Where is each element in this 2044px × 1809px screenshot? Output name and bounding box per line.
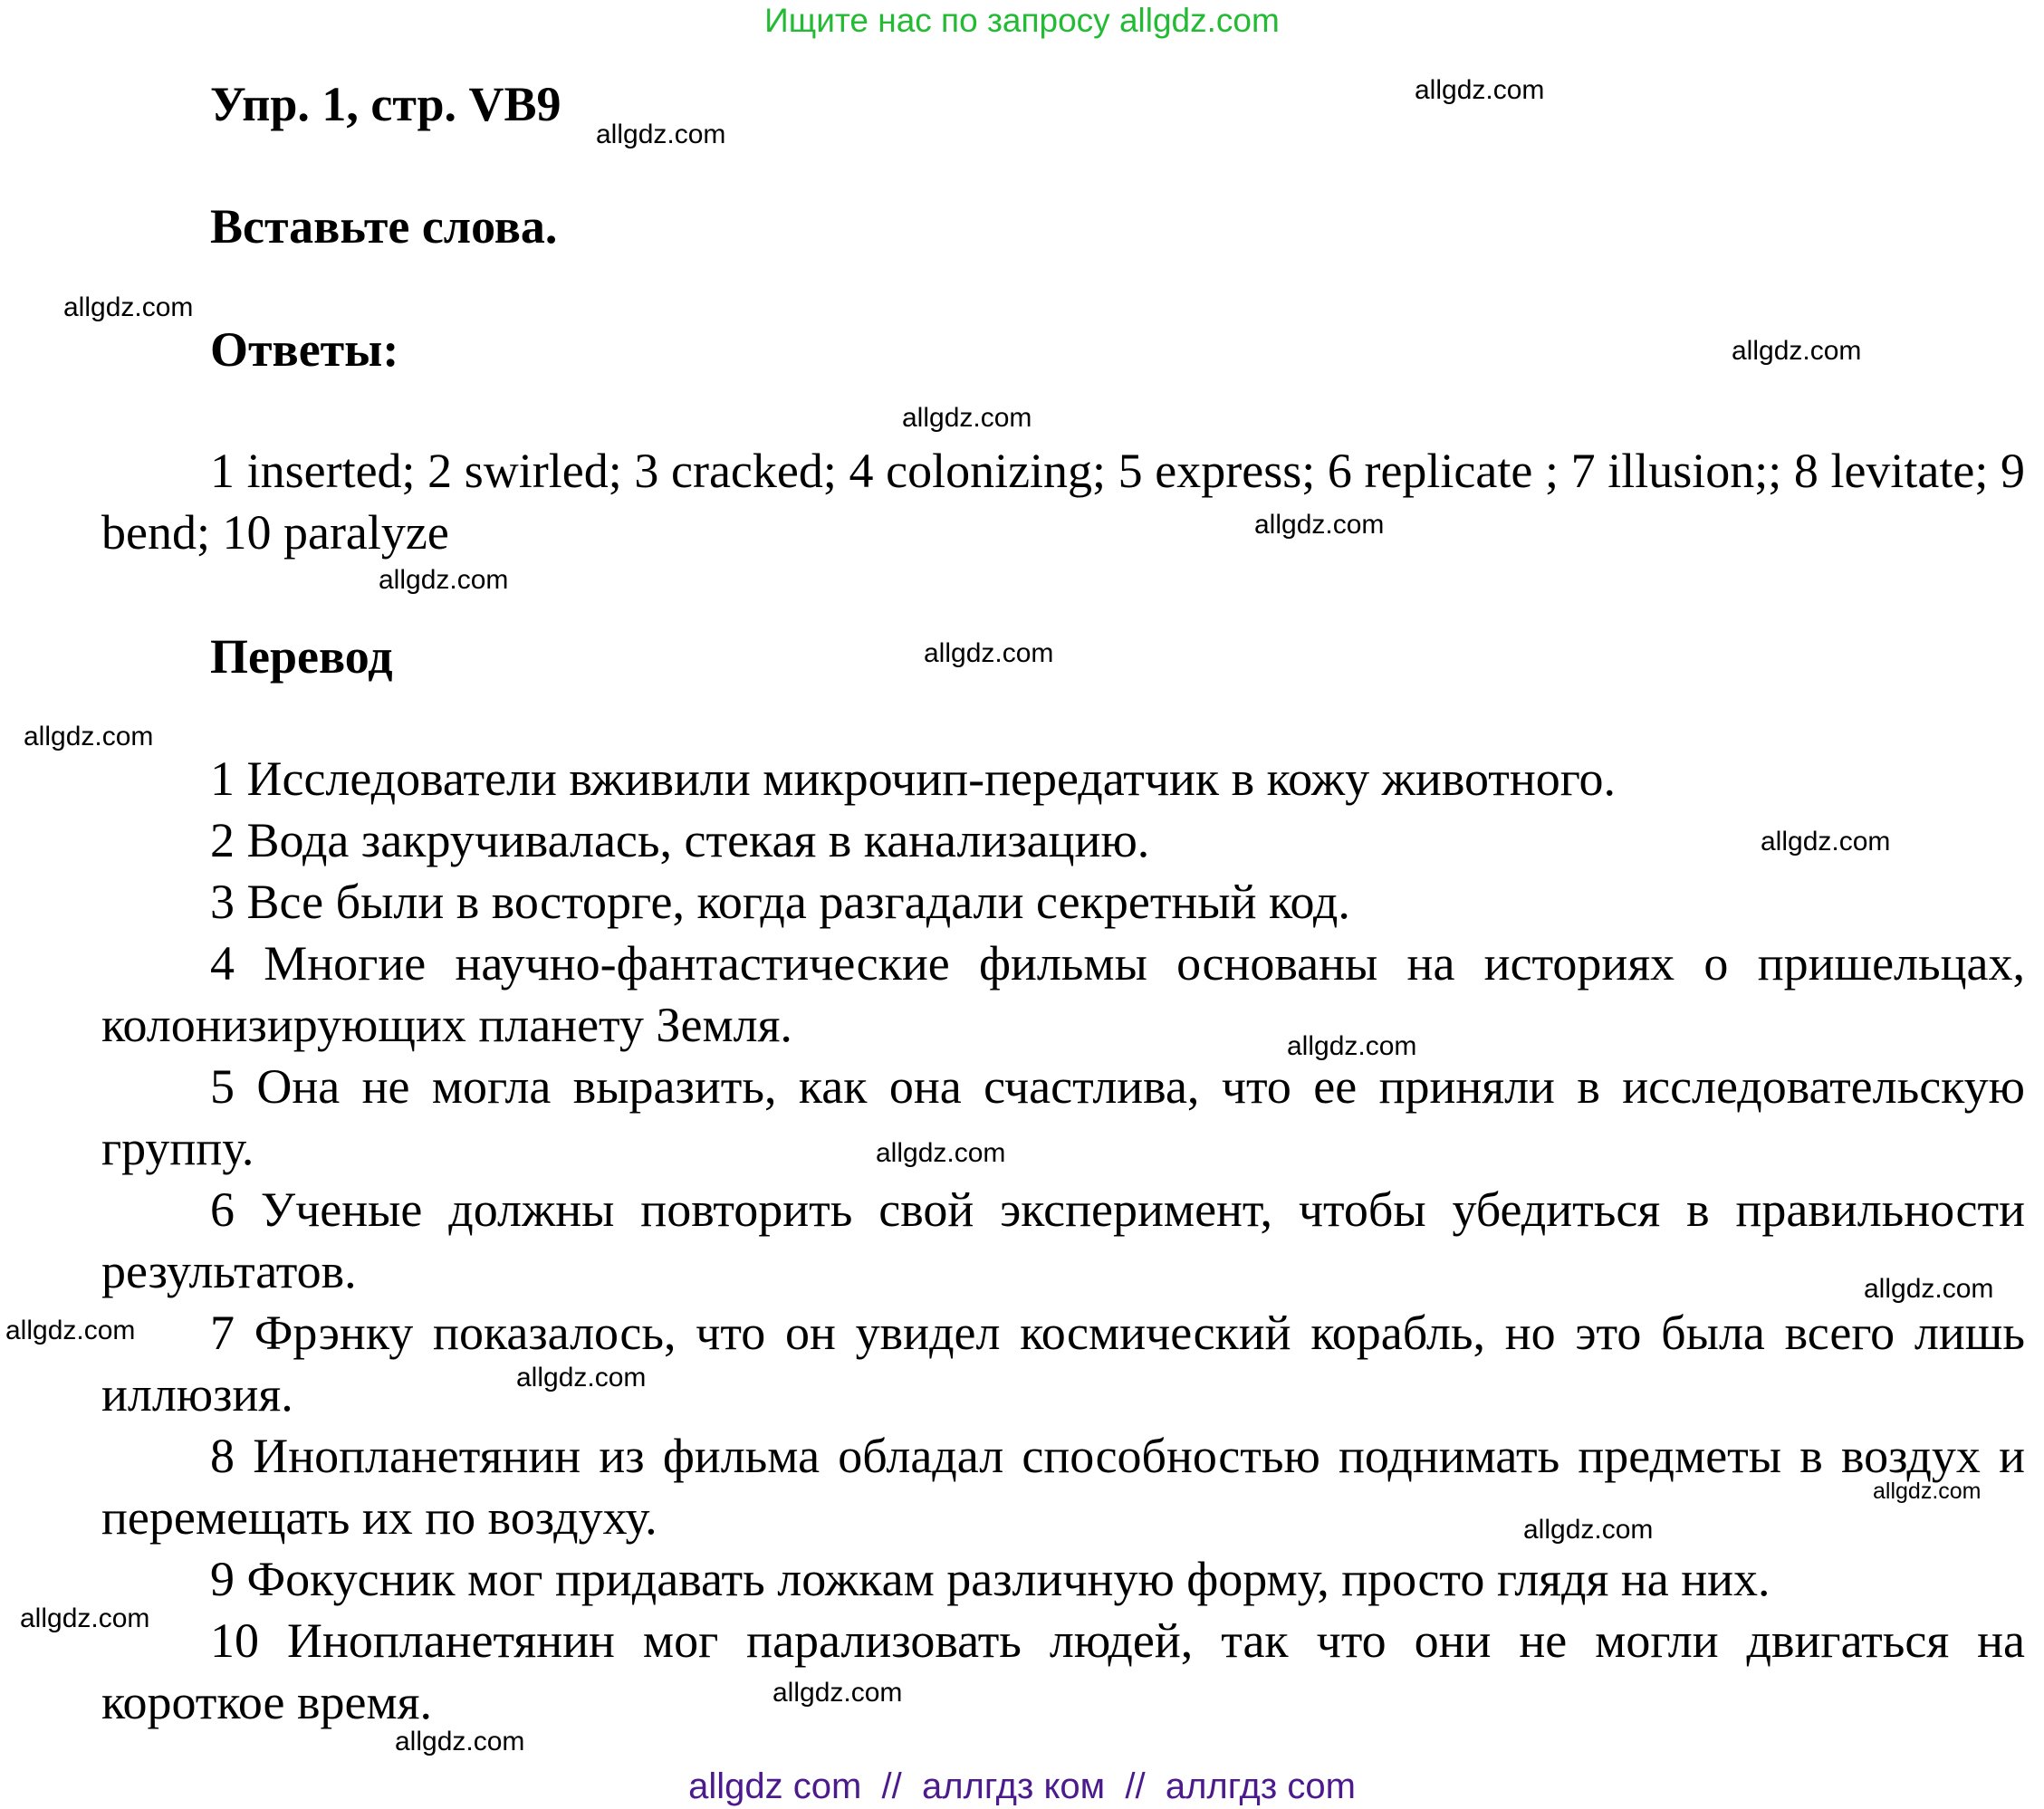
watermark: allgdz.com [1287, 1031, 1417, 1061]
answers-heading: Ответы: [210, 322, 399, 377]
translation-item-6: 6 Ученые должны повторить свой эксперимент, чтобы убедиться в правильности результатов. [101, 1182, 2025, 1298]
watermark: allgdz.com [516, 1363, 647, 1393]
exercise-title: Упр. 1, стр. VB9 [210, 77, 561, 131]
instruction: Вставьте слова. [210, 199, 558, 254]
translation-item-4: 4 Многие научно-фантастические фильмы основаны на историях о пришельцах, колонизирующих планету Земля. [101, 936, 2025, 1052]
watermark: allgdz.com [902, 403, 1032, 433]
watermark: allgdz.com [379, 565, 509, 595]
watermark: allgdz.com [596, 120, 726, 149]
watermark: allgdz.com [5, 1316, 136, 1345]
watermark: allgdz.com [1761, 827, 1891, 857]
watermark: allgdz.com [876, 1138, 1006, 1168]
translation-item-7: 7 Фрэнку показалось, что он увидел космический корабль, но это была всего лишь иллюзия. [101, 1306, 2025, 1421]
watermark: allgdz.com [20, 1603, 150, 1633]
translation-item-3: 3 Все были в восторге, когда разгадали секретный код. [210, 875, 1350, 929]
watermark: allgdz.com [1732, 336, 1862, 366]
translation-heading: Перевод [210, 629, 393, 684]
watermark: allgdz.com [1864, 1274, 1994, 1304]
watermark: allgdz.com [1523, 1515, 1654, 1545]
watermark: allgdz.com [24, 722, 154, 751]
watermark: allgdz.com [1254, 510, 1385, 540]
translation-item-9: 9 Фокусник мог придавать ложкам различную форму, просто глядя на них. [210, 1552, 1771, 1606]
translation-item-1: 1 Исследователи вживили микрочип-передатчик в кожу животного. [210, 751, 1617, 806]
watermark: allgdz.com [1415, 75, 1545, 105]
answers-text: 1 inserted; 2 swirled; 3 cracked; 4 colonizing; 5 express; 6 replicate ; 7 illusion;; 8 levitate; 9 bend; 10 paralyze [101, 444, 2025, 560]
watermark: allgdz.com [1873, 1479, 1982, 1504]
translation-item-5: 5 Она не могла выразить, как она счастлива, что ее приняли в исследовательскую группу. [101, 1059, 2025, 1175]
search-banner: Ищите нас по запросу allgdz.com [764, 2, 1280, 39]
translation-item-2: 2 Вода закручивалась, стекая в канализацию. [210, 813, 1150, 867]
translation-item-10: 10 Инопланетянин мог парализовать людей, так что они не могли двигаться на короткое время. [101, 1613, 2025, 1729]
translation-item-8: 8 Инопланетянин из фильма обладал способностью поднимать предметы в воздух и перемещать их по воздуху. [101, 1429, 2025, 1545]
watermark: allgdz.com [924, 638, 1054, 668]
watermark: allgdz.com [395, 1727, 525, 1756]
watermark: allgdz.com [63, 292, 194, 322]
watermark: allgdz.com [772, 1678, 903, 1708]
footer-links: allgdz com // аллгдз ком // аллгдз com [688, 1766, 1356, 1806]
